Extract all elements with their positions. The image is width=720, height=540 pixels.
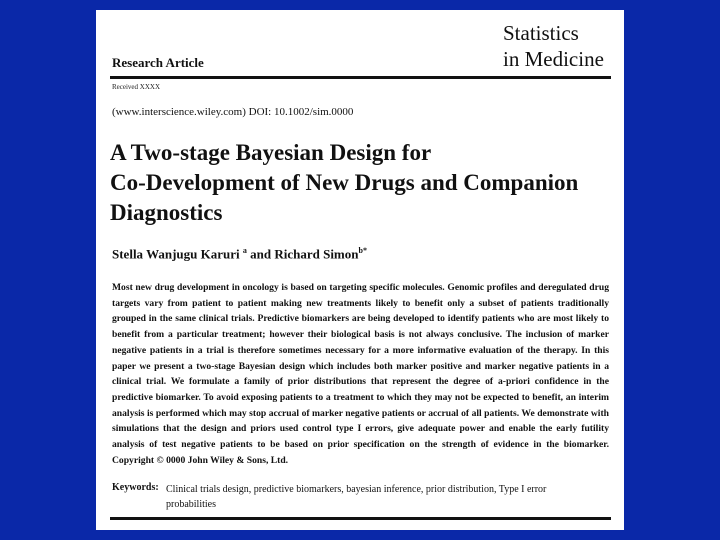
author-2-affiliation: b* [358,246,367,255]
received-date: Received XXXX [112,83,161,91]
author-1-affiliation: a [242,246,247,255]
author-list [112,246,367,262]
article-type: Research Article [112,55,204,70]
title-line-3: Diagnostics [110,200,223,225]
paper-title [110,138,610,228]
author-conjunction: and [250,246,272,262]
doi-line: (www.interscience.wiley.com) DOI: 10.1002/sim.0000 [112,106,354,118]
journal-name [503,20,621,72]
paper-page [96,10,624,530]
journal-name-line-1: Statistics [503,21,579,45]
author-1: Stella Wanjugu Karuri [112,246,240,262]
abstract: Most new drug development in oncology is based on targeting specific molecules. Genomic profiles and deregulated drug targets vary from patient to patient making new treatments likely to benefit only a subset of patients traditionally grouped in the same clinical trials. Predictive biomarkers are being developed to identify patients who are most likely to benefit from a particular treatment; however their biological basis is not always conclusive. The inclusion of marker negative patients in a trial is therefore sometimes necessary for a more informative evaluation of the therapy. In this paper we present a two-stage Bayesian design which includes both marker positive and marker negative patients in a clinical trial. We formulate a family of prior distributions that represent the degree of a-priori confidence in the predictive biomarker. To avoid exposing patients to a treatment to which they may not be expected to benefit, an interim analysis is performed which may stop accrual of marker negative patients or accrual of all patients. We demonstrate with simulations that the design and priors used control type I errors, give adequate power and enable the early futility analysis of test negative patients to be based on prior specification on the strength of evidence in the biomarker. Copyright © 0000 John Wiley & Sons, Ltd. [112,282,609,466]
title-line-2: Co-Development of New Drugs and Companion [110,170,579,195]
keywords-label: Keywords: [112,482,159,493]
keywords-text: Clinical trials design, predictive biomarkers, bayesian inference, prior distribution, Type I error probabilities [166,484,547,510]
title-line-1: A Two-stage Bayesian Design for [110,140,432,165]
author-2: Richard Simon [274,246,359,262]
footer-rule [110,517,611,520]
journal-name-line-2: in Medicine [503,47,604,71]
header-rule [110,76,611,79]
